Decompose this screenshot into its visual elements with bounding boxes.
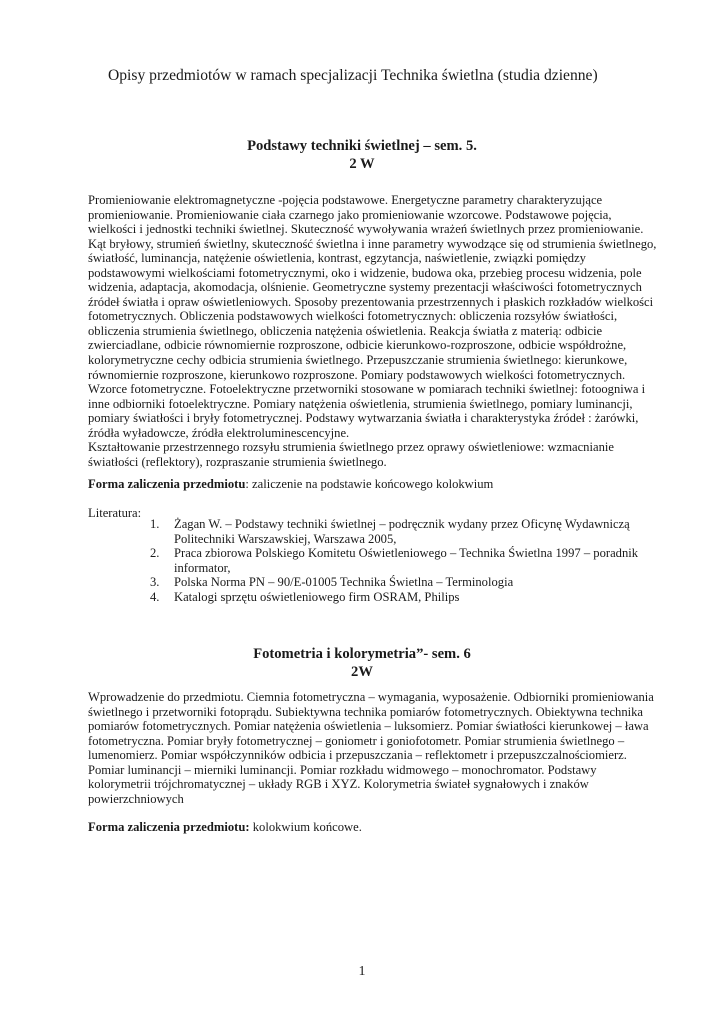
- section2-description: [88, 690, 654, 806]
- text-line: zwierciadlane, odbicie równomiernie rozproszone, odbicie kierunkowo-rozproszone, odbicie współdrożne,: [88, 338, 627, 353]
- text-line: źródeł światła i opraw oświetleniowych. Sposoby prezentowania przestrzennych i płaskich rozkładów wielkości: [88, 294, 654, 309]
- text-line: Wprowadzenie do przedmiotu. Ciemnia fotometryczna – wymagania, wyposażenie. Odbiorniki promieniowania: [88, 690, 654, 704]
- text-line: światłość, luminancja, natężenie oświetlenia, kontrast, egzytancja, naświetlenie, związki pomiędzy: [88, 251, 586, 266]
- text-line: fotometrycznych. Obliczenia podstawowych wielkości fotometrycznych: obliczenia rozsyłów światłości,: [88, 309, 618, 324]
- text-line: widzenia, adaptacja, akomodacja, olśnienie. Geometryczne systemy prezentacji właściwości fotometrycznych: [88, 280, 642, 295]
- text-line: kolorymetryczne cechy odbicia strumienia świetlnego. Przepuszczanie strumienia świetlnego: kierunkowe,: [88, 353, 628, 368]
- text-line: Pomiar luminancji – mierniki luminancji. Pomiar rozkładu widmowego – monochromator. Podstawy: [88, 762, 597, 777]
- section2-hours: 2W: [351, 664, 373, 680]
- text-line: wielkości i jednostki techniki świetlnej. Skuteczność wywoływania wrażeń świetlnych przez promieniowanie.: [88, 222, 644, 237]
- page-number: 1: [358, 964, 366, 979]
- literature-item: [150, 575, 660, 590]
- assessment-value: kolokwium końcowe.: [249, 820, 362, 834]
- assessment-colon: :: [245, 477, 249, 491]
- text-line: powierzchniowych: [88, 791, 184, 806]
- text-line: źródła wyładowcze, źródła elektroluminescencyjne.: [88, 425, 350, 440]
- assessment-label: Forma zaliczenia przedmiotu: [88, 477, 246, 491]
- section1-description: [88, 193, 657, 469]
- text-line: Promieniowanie elektromagnetyczne -pojęcia podstawowe. Energetyczne parametry charakteryzujące: [88, 193, 603, 207]
- assessment-value: zaliczenie na podstawie końcowego kolokwium: [248, 477, 494, 491]
- literature-text: Polska Norma PN – 90/E-01005 Technika Świetlna – Terminologia: [174, 575, 514, 590]
- literature-text: Katalogi sprzętu oświetleniowego firm OSRAM, Philips: [174, 589, 460, 604]
- text-line: promieniowanie. Promieniowanie ciała czarnego jako promieniowanie wzorcowe. Podstawowe pojęcia,: [88, 207, 612, 222]
- text-line: świetlnego i przetworniki fotoprądu. Subiektywna technika pomiarów fotometrycznych. Obiektywna technika: [88, 704, 644, 719]
- text-line: Kąt bryłowy, strumień świetlny, skuteczność świetlna i inne parametry wywodzące się od strumienia świetlnego,: [88, 236, 657, 251]
- text-line: pomiarów fotometrycznych. Pomiar natężenia oświetlenia – luksomierz. Pomiar światłości kierunkowej – ława: [88, 719, 649, 734]
- text-line: równomiernie rozproszone, kierunkowo rozproszone. Pomiary podstawowych wielkości fotometrycznych.: [88, 367, 626, 382]
- section2-assessment: [88, 820, 362, 835]
- text-line: kolorymetrii trójchromatycznej – układy RGB i XYZ. Kolorymetria świateł sygnałowych i znaków: [88, 777, 589, 792]
- literature-text: Politechniki Warszawskiej, Warszawa 2005,: [174, 531, 397, 546]
- text-line: Wzorce fotometryczne. Fotoelektryczne przetworniki stosowane w pomiarach techniki świetlnej: fotoogniwa i: [88, 382, 646, 397]
- literature-list: [150, 517, 660, 605]
- literature-number: 4.: [150, 589, 160, 604]
- text-line: fotometryczna. Pomiar bryły fotometrycznej – goniometr i goniofotometr. Pomiar strumienia świetlnego –: [88, 733, 625, 748]
- text-line: inne odbiorniki fotoelektryczne. Pomiary natężenia oświetlenia, strumienia świetlnego, pomiary luminancji,: [88, 396, 633, 411]
- text-line: pomiary światłości i bryły fotometrycznej. Podstawy wytwarzania światła i charakterystyka źródeł : żarówki,: [88, 411, 639, 426]
- text-line: światłości (reflektory), rozpraszanie strumienia świetlnego.: [88, 454, 387, 469]
- literature-text: informator,: [174, 560, 231, 575]
- section2-title: Fotometria i kolorymetria”- sem. 6: [253, 646, 471, 662]
- literature-number: 3.: [150, 575, 160, 590]
- text-line: lumenomierz. Pomiar współczynników odbicia i przepuszczania – reflektometr i przepuszczalnościomierz.: [88, 748, 627, 763]
- literature-item: [150, 517, 660, 546]
- literature-number: 2.: [150, 546, 160, 561]
- section1-title: Podstawy techniki świetlnej – sem. 5.: [247, 138, 477, 154]
- literature-label: Literatura:: [88, 506, 142, 520]
- literature-item: [150, 546, 660, 575]
- literature-text: Praca zbiorowa Polskiego Komitetu Oświetleniowego – Technika Świetlna 1997 – poradnik: [174, 546, 639, 561]
- section1-assessment: [88, 477, 493, 492]
- document-header: Opisy przedmiotów w ramach specjalizacji Technika świetlna (studia dzienne): [108, 67, 598, 84]
- section1-hours: 2 W: [349, 156, 375, 172]
- text-line: podstawowymi wielkościami fotometrycznymi, oko i widzenie, budowa oka, przebieg procesu widzenia, pole: [88, 265, 642, 280]
- assessment-label: Forma zaliczenia przedmiotu:: [88, 820, 250, 834]
- text-line: obliczenia strumienia świetlnego, obliczenia natężenia oświetlenia. Reakcja światła z materią: odbicie: [88, 323, 603, 338]
- text-line: Kształtowanie przestrzennego rozsyłu strumienia świetlnego przez oprawy oświetleniowe: wzmacnianie: [88, 440, 614, 455]
- literature-text: Żagan W. – Podstawy techniki świetlnej – podręcznik wydany przez Oficynę Wydawniczą: [174, 517, 630, 531]
- literature-item: [150, 590, 660, 605]
- literature-number: 1.: [150, 517, 160, 531]
